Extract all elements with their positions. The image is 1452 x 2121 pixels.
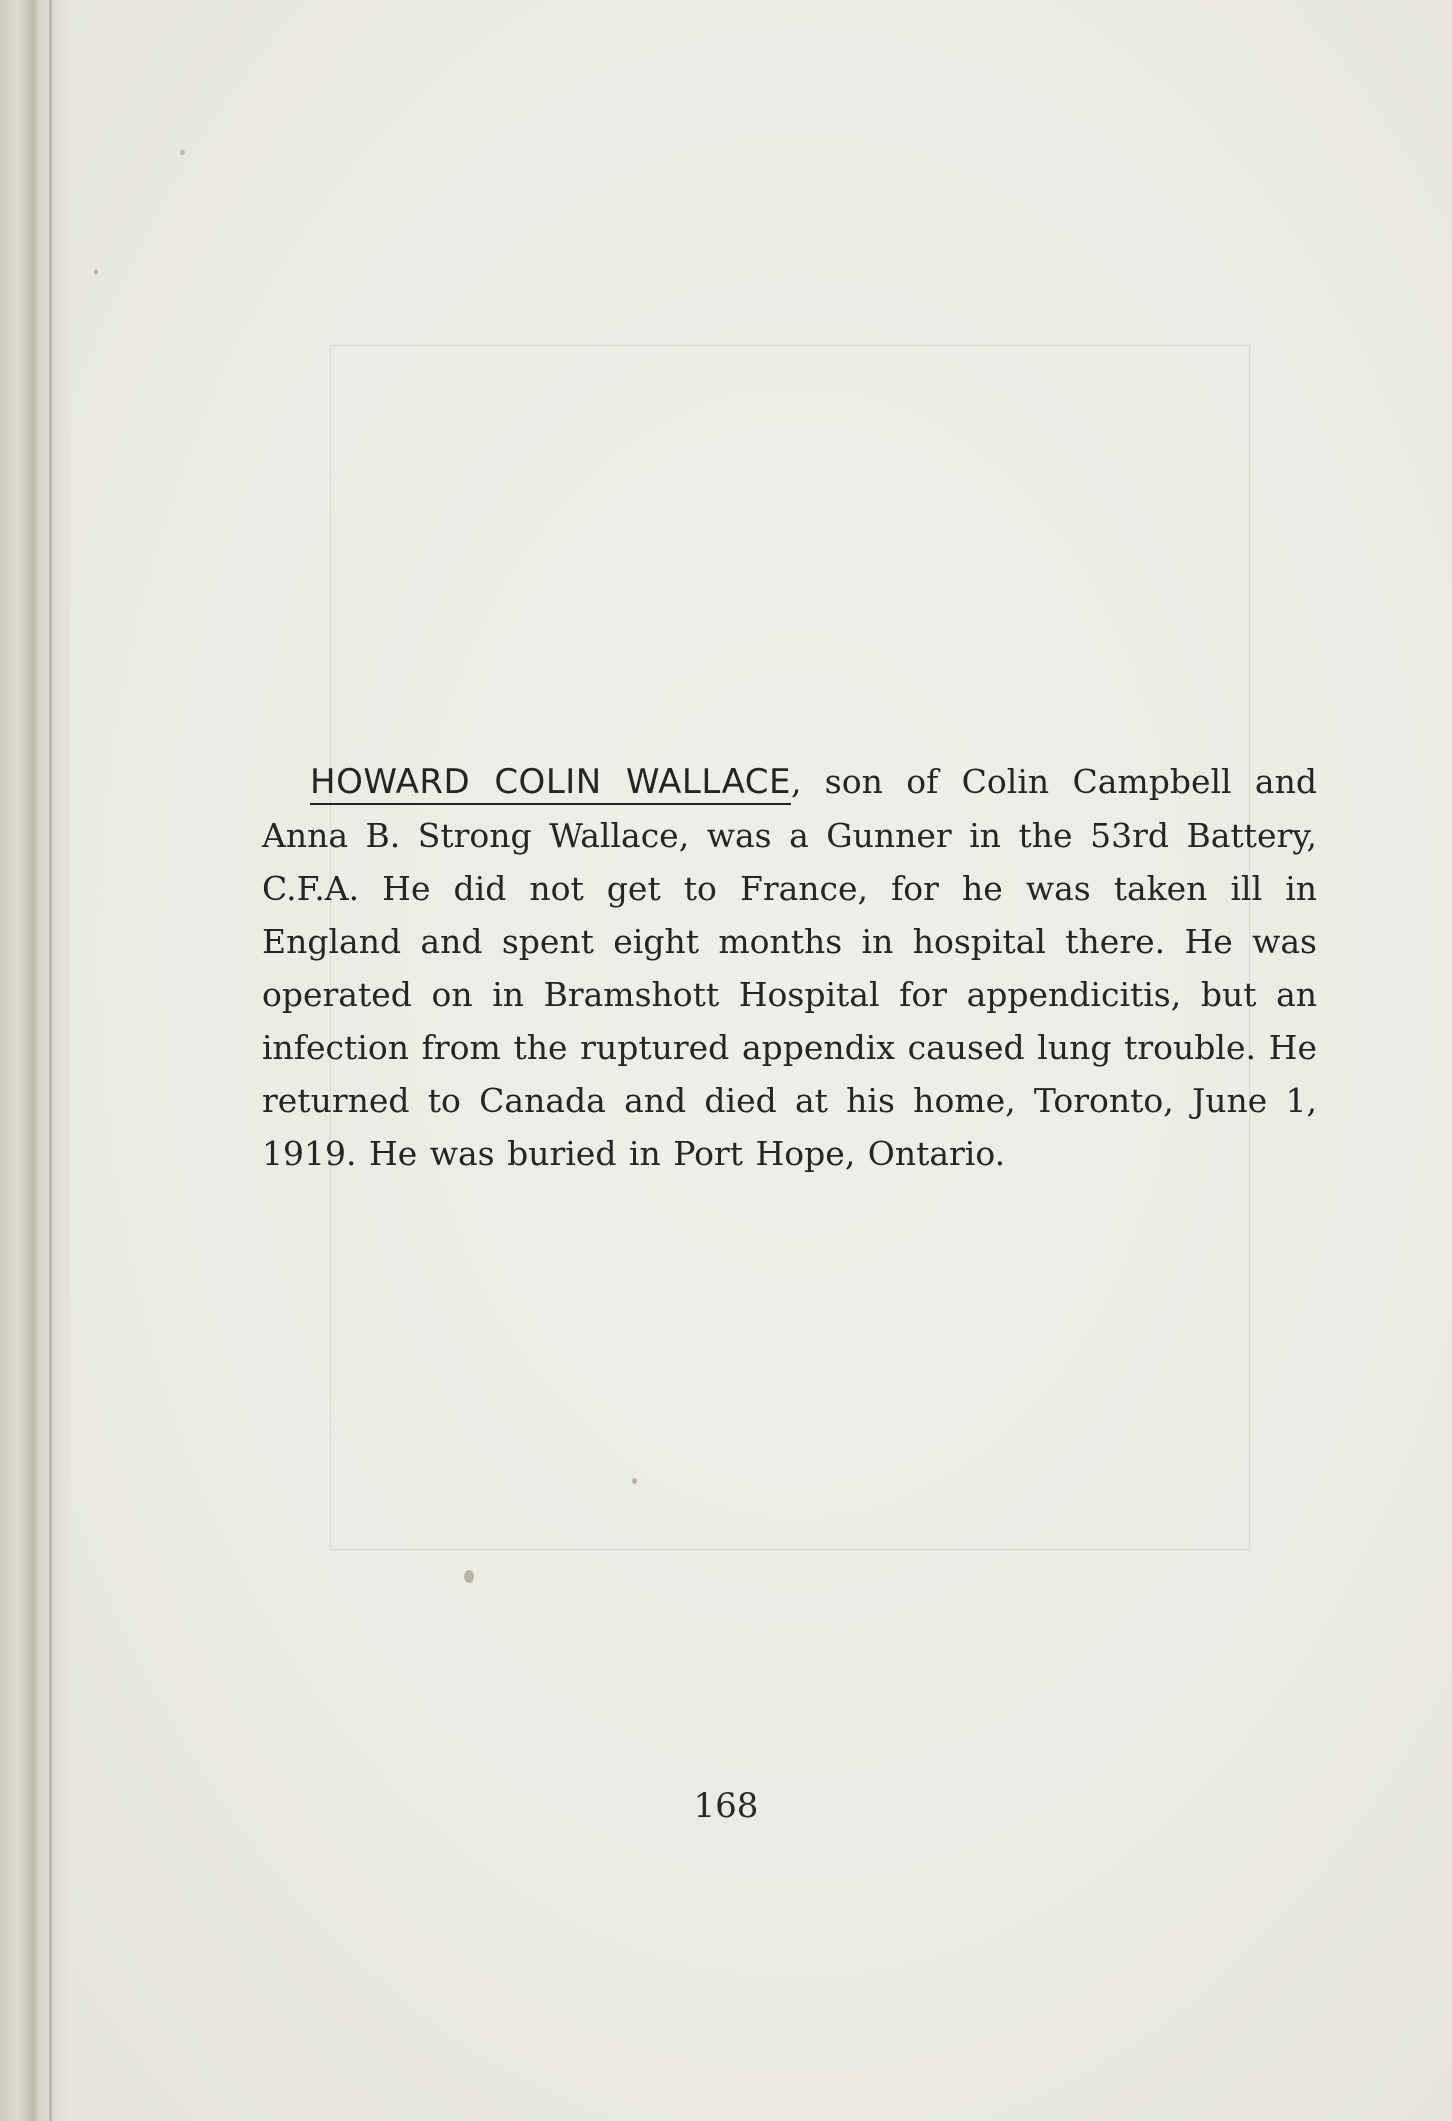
paper-speck — [464, 1570, 474, 1583]
entry-name: HOWARD COLIN WALLACE — [310, 762, 791, 802]
memorial-entry — [262, 755, 1317, 1180]
entry-text: , son of Colin Campbell and Anna B. Strong Wallace, was a Gunner in the 53rd Battery, C.F.A. He did not get to France, for he was taken ill in England and spent eight months in hospital there. He was operated on in Bramshott Hospital for appendicitis, but an infection from the ruptured appendix caused lung trouble. He returned to Canada and died at his home, Toronto, June 1, 1919. He was buried in Port Hope, Ontario. — [262, 762, 1317, 1173]
page-number: 168 — [693, 1786, 759, 1826]
entry-paragraph — [262, 755, 1317, 1180]
paper-speck — [94, 270, 98, 274]
paper-speck — [180, 150, 185, 155]
paper-speck — [632, 1478, 637, 1484]
